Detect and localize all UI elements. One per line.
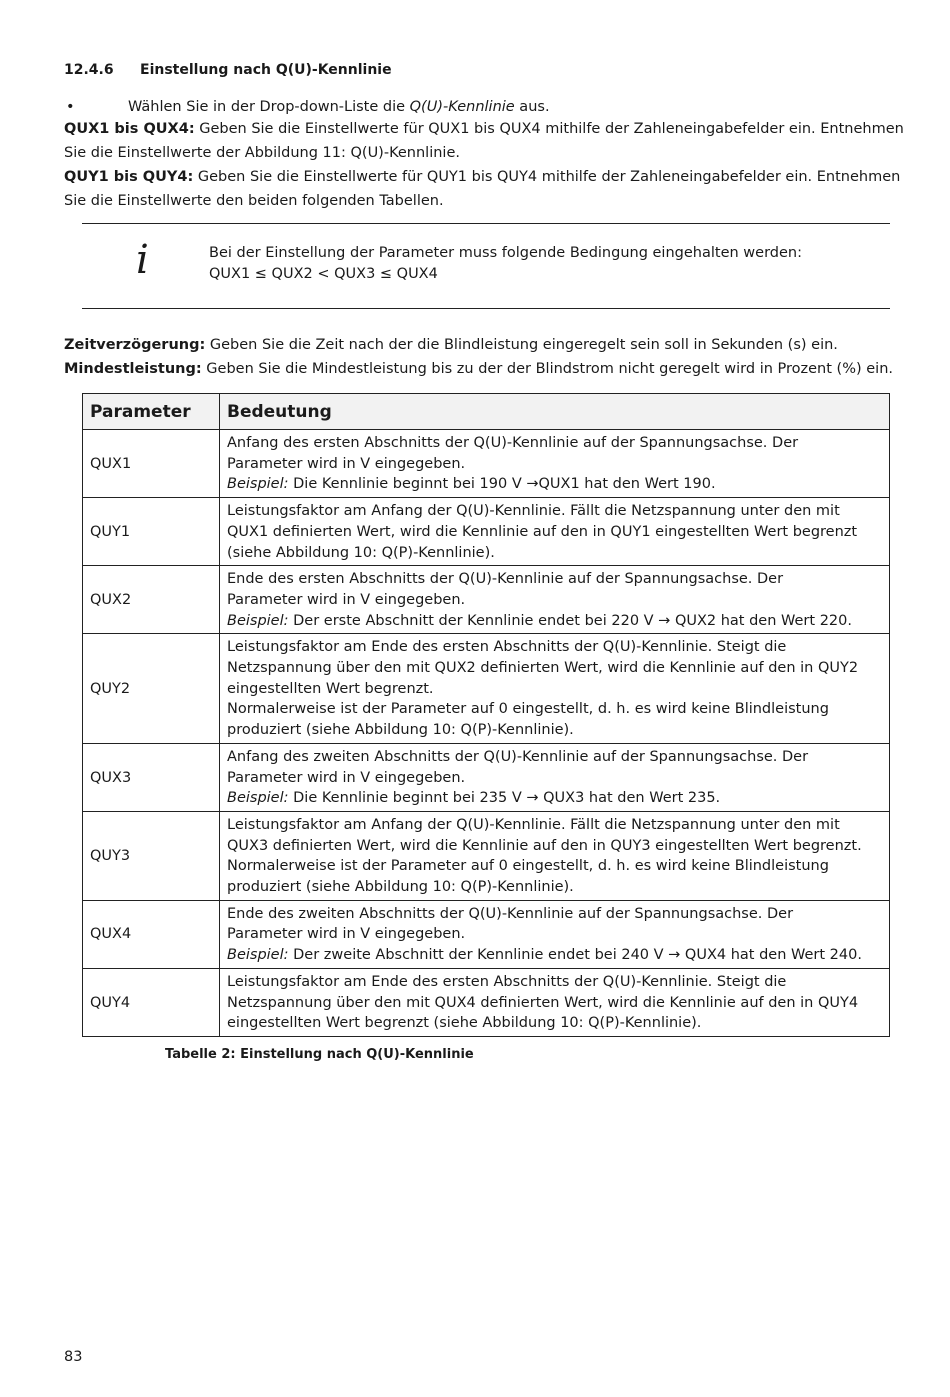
section-title: Einstellung nach Q(U)-Kennlinie	[140, 62, 392, 78]
info-divider-top	[82, 223, 890, 224]
example-label: Beispiel:	[227, 947, 289, 964]
bullet-text-italic: Q(U)-Kennlinie	[409, 99, 515, 115]
header-meaning: Bedeutung	[220, 394, 890, 430]
example-text: Der zweite Abschnitt der Kennlinie endet bei 240 V → QUX4 hat den Wert 240.	[288, 947, 862, 964]
param-cell: QUX3	[83, 743, 220, 811]
param-cell: QUX1	[83, 430, 220, 498]
page-number: 83	[64, 1349, 83, 1365]
header-parameter: Parameter	[83, 394, 220, 430]
meaning-cell	[220, 900, 890, 968]
meaning-line: Ende des zweiten Abschnitts der Q(U)-Kennlinie auf der Spannungsachse. Der	[227, 905, 794, 922]
meaning-line: Parameter wird in V eingegeben.	[227, 455, 466, 472]
meaning-line: Leistungsfaktor am Anfang der Q(U)-Kennlinie. Fällt die Netzspannung unter den mit	[227, 503, 840, 520]
meaning-cell	[220, 430, 890, 498]
table-row	[83, 498, 890, 566]
meaning-line: Leistungsfaktor am Ende des ersten Abschnitts der Q(U)-Kennlinie. Steigt die	[227, 639, 787, 656]
paragraph-mind-label: Mindestleistung:	[64, 361, 202, 377]
info-divider-bottom	[82, 308, 890, 309]
example-label: Beispiel:	[227, 790, 289, 807]
meaning-line: Netzspannung über den mit QUX4 definierten Wert, wird die Kennlinie auf den in QUY4	[227, 994, 859, 1011]
paragraph-quy-label: QUY1 bis QUY4:	[64, 169, 194, 185]
paragraph-settings	[64, 333, 914, 381]
example-label: Beispiel:	[227, 612, 289, 629]
bullet-item	[64, 95, 914, 119]
meaning-cell	[220, 498, 890, 566]
paragraph-zeit-text: Geben Sie die Zeit nach der die Blindleistung eingeregelt sein soll in Sekunden (s) ein.	[205, 337, 838, 353]
info-note-line1: Bei der Einstellung der Parameter muss folgende Bedingung eingehalten werden:	[209, 245, 802, 261]
paragraph-qux-line1: Geben Sie die Einstellwerte für QUX1 bis QUX4 mithilfe der Zahleneingabefelder ein. Entnehmen	[194, 121, 904, 137]
meaning-line: produziert (siehe Abbildung 10: Q(P)-Kennlinie).	[227, 722, 574, 739]
section-heading	[64, 62, 392, 78]
meaning-line: eingestellten Wert begrenzt.	[227, 680, 434, 697]
param-cell: QUX2	[83, 566, 220, 634]
meaning-cell	[220, 566, 890, 634]
meaning-line: Normalerweise ist der Parameter auf 0 eingestellt, d. h. es wird keine Blindleistung	[227, 858, 829, 875]
table-header-row	[83, 394, 890, 430]
info-icon: i	[136, 237, 149, 283]
paragraph-quy-line1: Geben Sie die Einstellwerte für QUY1 bis QUY4 mithilfe der Zahleneingabefelder ein. Entnehmen	[193, 169, 901, 185]
table-row	[83, 634, 890, 744]
meaning-line: (siehe Abbildung 10: Q(P)-Kennlinie).	[227, 544, 495, 561]
meaning-line: Normalerweise ist der Parameter auf 0 eingestellt, d. h. es wird keine Blindleistung	[227, 701, 829, 718]
meaning-line: Leistungsfaktor am Anfang der Q(U)-Kennlinie. Fällt die Netzspannung unter den mit	[227, 816, 840, 833]
example-text: Der erste Abschnitt der Kennlinie endet bei 220 V → QUX2 hat den Wert 220.	[288, 612, 852, 629]
param-cell: QUY2	[83, 634, 220, 744]
meaning-line: eingestellten Wert begrenzt (siehe Abbildung 10: Q(P)-Kennlinie).	[227, 1015, 702, 1032]
paragraph-qux-label: QUX1 bis QUX4:	[64, 121, 195, 137]
paragraph-zeit-label: Zeitverzögerung:	[64, 337, 206, 353]
parameter-table	[82, 393, 890, 1037]
table-caption: Tabelle 2: Einstellung nach Q(U)-Kennlinie	[165, 1047, 474, 1062]
param-cell: QUY4	[83, 968, 220, 1036]
bullet-symbol: •	[66, 99, 75, 115]
paragraph-quy-line2: Sie die Einstellwerte den beiden folgenden Tabellen.	[64, 193, 444, 209]
example-text: Die Kennlinie beginnt bei 235 V → QUX3 hat den Wert 235.	[288, 790, 721, 807]
info-note-line2: QUX1 ≤ QUX2 < QUX3 ≤ QUX4	[209, 266, 438, 282]
paragraph-quy	[64, 165, 914, 213]
meaning-line: Anfang des zweiten Abschnitts der Q(U)-Kennlinie auf der Spannungsachse. Der	[227, 748, 809, 765]
meaning-line: QUX1 definierten Wert, wird die Kennlinie auf den in QUY1 eingestellten Wert begrenzt	[227, 523, 858, 540]
table-row	[83, 743, 890, 811]
meaning-line: Parameter wird in V eingegeben.	[227, 926, 466, 943]
param-cell: QUY1	[83, 498, 220, 566]
table-row	[83, 430, 890, 498]
paragraph-qux-line2: Sie die Einstellwerte der Abbildung 11: Q(U)-Kennlinie.	[64, 145, 460, 161]
meaning-line: produziert (siehe Abbildung 10: Q(P)-Kennlinie).	[227, 879, 574, 896]
meaning-cell	[220, 811, 890, 900]
meaning-cell	[220, 634, 890, 744]
meaning-line: Anfang des ersten Abschnitts der Q(U)-Kennlinie auf der Spannungsachse. Der	[227, 435, 799, 451]
paragraph-mind-text: Geben Sie die Mindestleistung bis zu der der Blindstrom nicht geregelt wird in Prozent (%) ein.	[201, 361, 893, 377]
example-text: Die Kennlinie beginnt bei 190 V →QUX1 hat den Wert 190.	[288, 476, 716, 493]
bullet-text-before: Wählen Sie in der Drop-down-Liste die	[128, 99, 410, 115]
table-row	[83, 968, 890, 1036]
param-cell: QUX4	[83, 900, 220, 968]
table-row	[83, 811, 890, 900]
meaning-line: Ende des ersten Abschnitts der Q(U)-Kennlinie auf der Spannungsachse. Der	[227, 571, 784, 588]
param-cell: QUY3	[83, 811, 220, 900]
table-row	[83, 900, 890, 968]
bullet-text-after: aus.	[514, 99, 550, 115]
paragraph-qux	[64, 117, 914, 165]
meaning-line: Netzspannung über den mit QUX2 definierten Wert, wird die Kennlinie auf den in QUY2	[227, 660, 859, 677]
meaning-cell	[220, 968, 890, 1036]
table-row	[83, 566, 890, 634]
info-note	[209, 243, 802, 285]
example-label: Beispiel:	[227, 476, 289, 493]
meaning-line: Parameter wird in V eingegeben.	[227, 769, 466, 786]
section-number: 12.4.6	[64, 62, 114, 78]
meaning-line: Parameter wird in V eingegeben.	[227, 591, 466, 608]
meaning-cell	[220, 743, 890, 811]
meaning-line: Leistungsfaktor am Ende des ersten Abschnitts der Q(U)-Kennlinie. Steigt die	[227, 973, 787, 990]
meaning-line: QUX3 definierten Wert, wird die Kennlinie auf den in QUY3 eingestellten Wert begrenzt.	[227, 837, 862, 854]
